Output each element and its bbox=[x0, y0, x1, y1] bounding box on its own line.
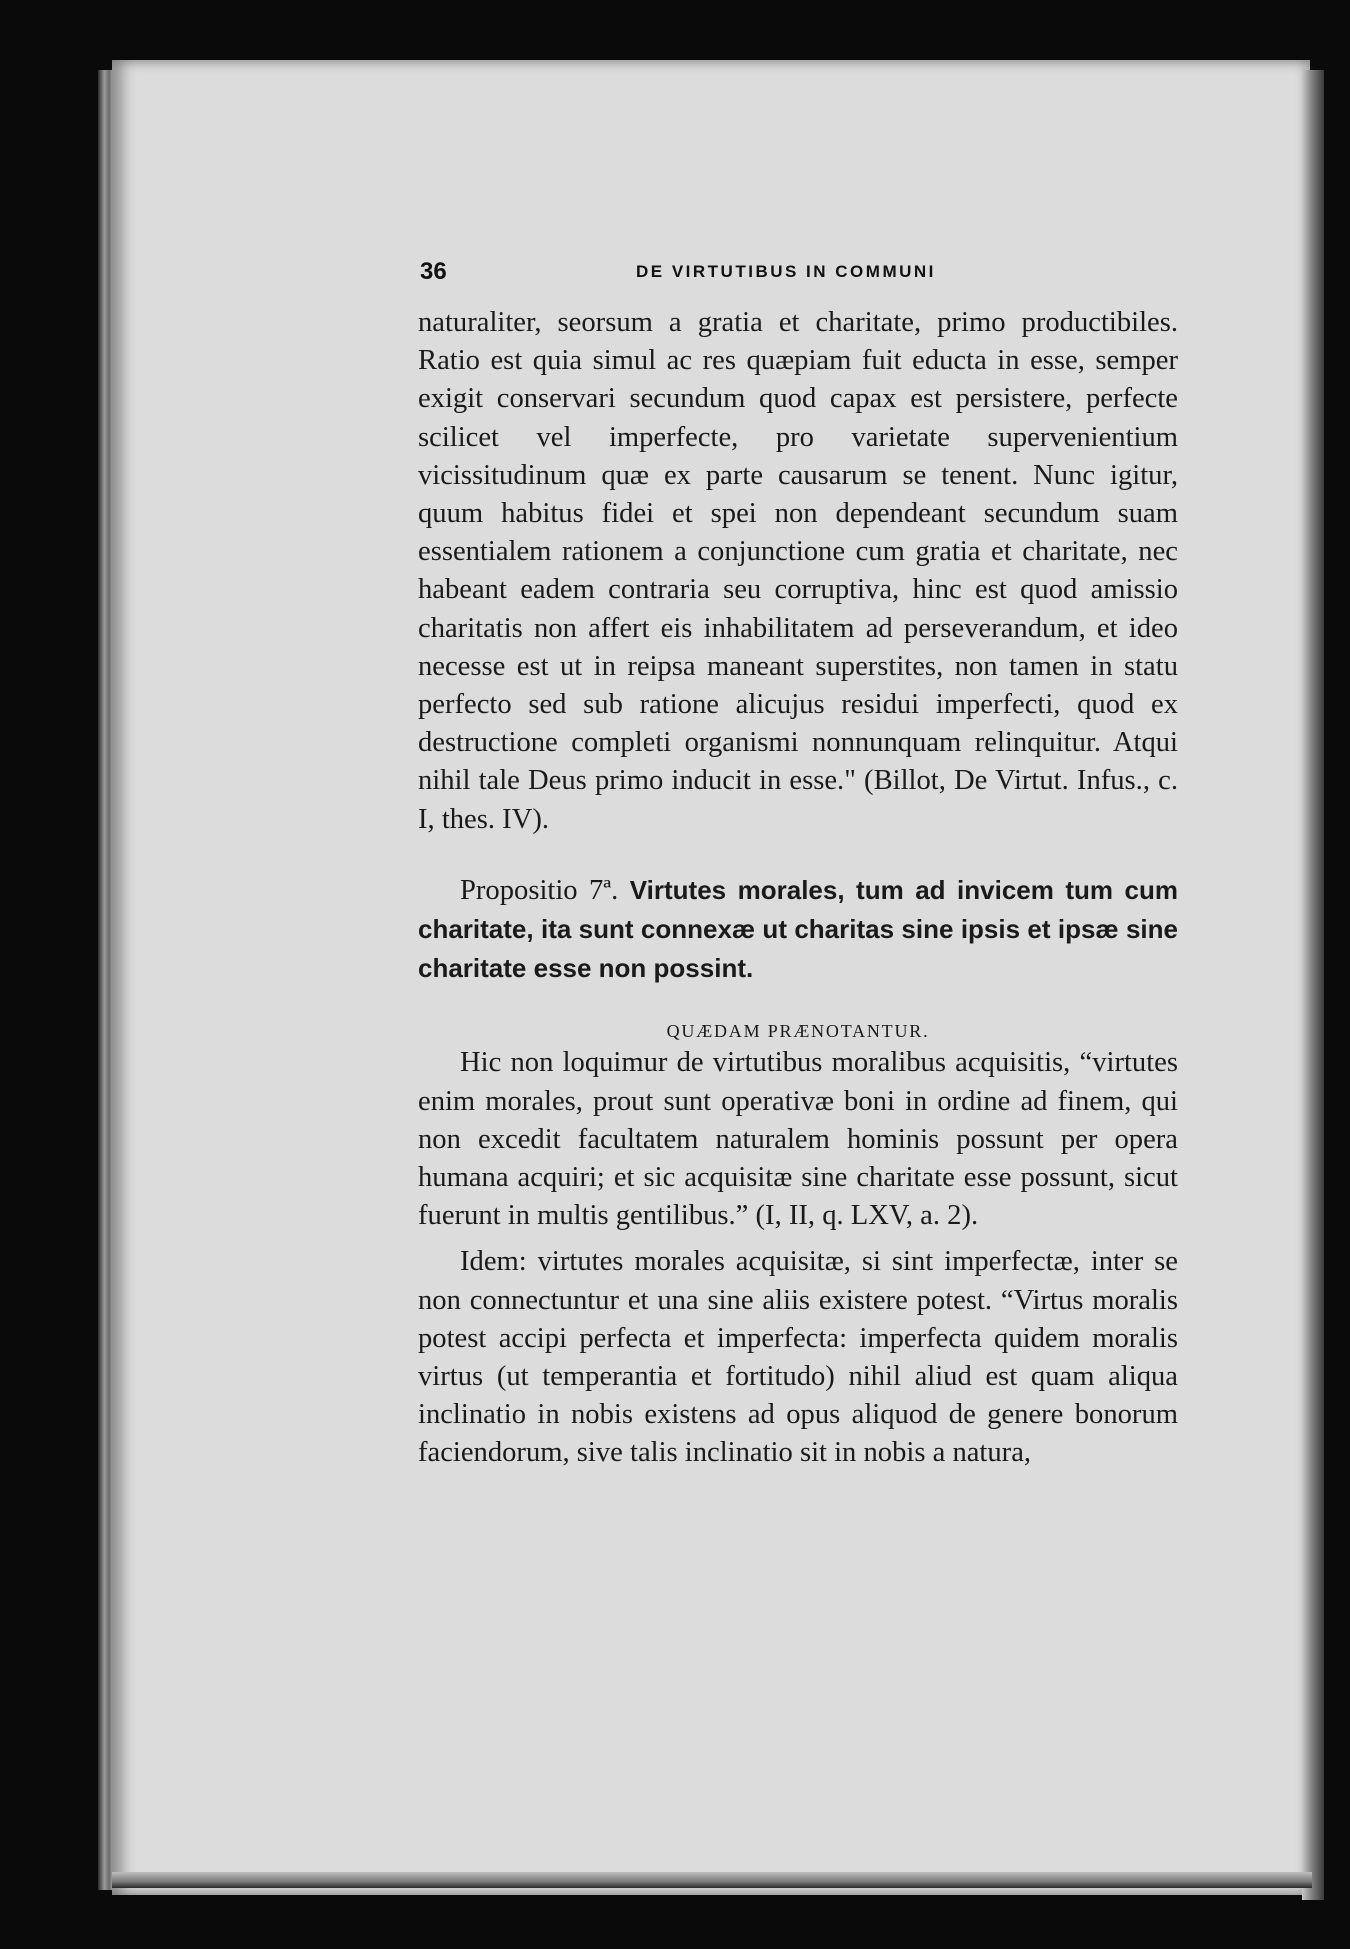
page-edge-bottom bbox=[112, 1872, 1312, 1888]
running-head: DE VIRTUTIBUS IN COMMUNI bbox=[636, 262, 936, 281]
proposition bbox=[418, 871, 1178, 989]
proposition-label: Propositio 7ª. bbox=[460, 874, 619, 906]
page-header bbox=[420, 258, 1176, 298]
page-edge-right bbox=[1302, 70, 1324, 1900]
section-subheading: QUÆDAM PRÆNOTANTUR. bbox=[666, 1021, 930, 1042]
paragraph-continuation: naturaliter, seorsum a gratia et charitate, primo productibiles. Ratio est quia simul ac res quæpiam fuit educta in esse, semper exigit conservari secundum quod capax est persistere, perfecte scilicet vel imperfecte, pro varietate supervenientium vicissitudinum quæ ex parte causarum se tenent. Nunc igitur, quum habitus fidei et spei non dependeant secundum suam essentialem rationem a conjunctione cum gratia et charitate, nec habeant eadem contraria seu corruptiva, hinc est quod amissio charitatis non affert eis inhabilitatem ad perseverandum, et ideo necesse est ut in reipsa maneant superstites, non tamen in statu perfecto sed sub ratione alicujus residui imperfecti, quod ex destructione completi organismi nonnunquam relinquitur. Atqui nihil tale Deus primo inducit in esse." (Billot, De Virtut. Infus., c. I, thes. IV). bbox=[418, 307, 1178, 835]
page-body bbox=[418, 304, 1178, 1473]
page-number: 36 bbox=[420, 258, 447, 285]
paragraph: Hic non loquimur de virtutibus moralibus acquisitis, “virtutes enim morales, prout sunt operativæ boni in ordine ad finem, qui non excedit facultatem naturalem hominis possunt per opera humana acquiri; et sic acquisitæ sine charitate esse possunt, sicut fuerunt in multis gentilibus.” (I, II, q. LXV, a. 2). bbox=[418, 1047, 1178, 1232]
proposition-text: Virtutes morales, tum ad invicem tum cum charitate, ita sunt connexæ ut charitas sine ipsis et ipsæ sine charitate esse non possint. bbox=[418, 874, 1178, 984]
paragraph: Idem: virtutes morales acquisitæ, si sint imperfectæ, inter se non connectuntur et una sine aliis existere potest. “Virtus moralis potest accipi perfecta et imperfecta: imperfecta quidem moralis virtus (ut temperantia et fortitudo) nihil aliud est quam aliqua inclinatio in nobis existens ad opus aliquod de genere bonorum faciendorum, sive talis inclinatio sit in nobis a natura, bbox=[418, 1246, 1178, 1469]
